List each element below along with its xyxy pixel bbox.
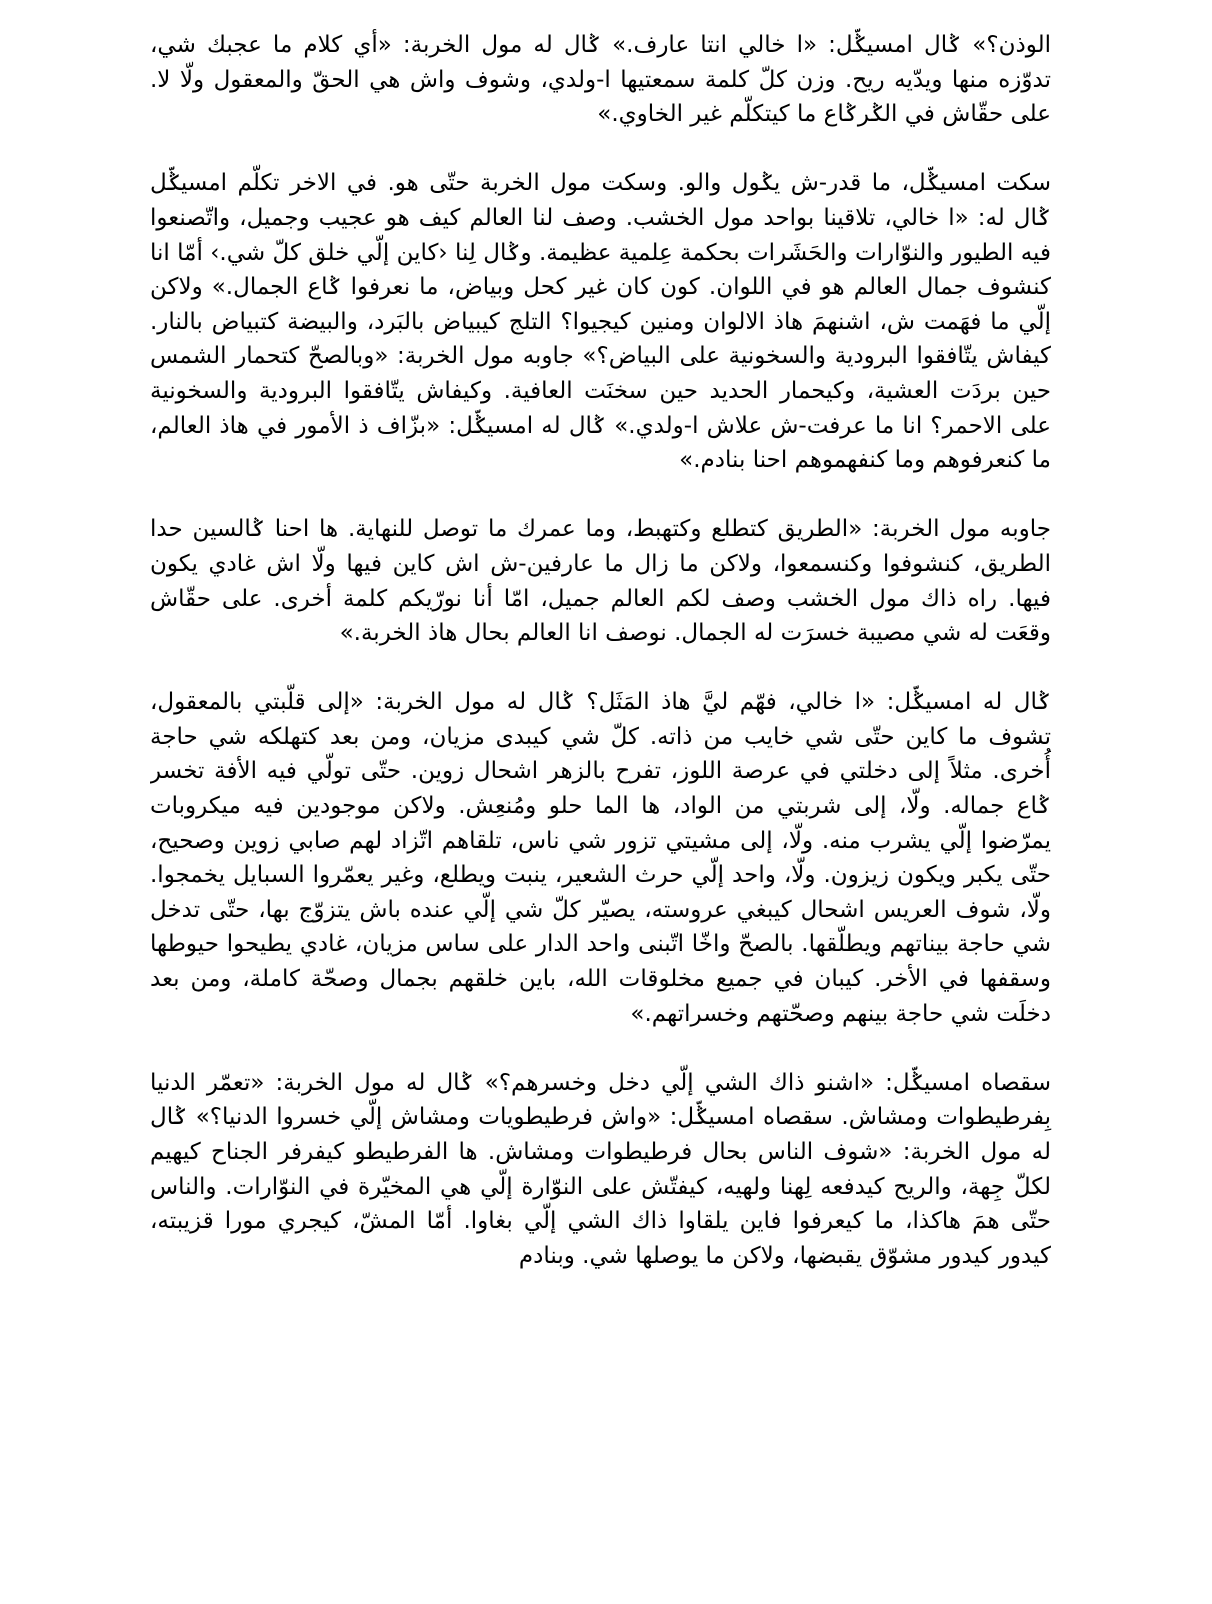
paragraph: سكت امسيݣّل، ما قدر-ش يݣول والو. وسكت مول الخربة حتّى هو. في الاخر تكلّم امسيݣّل ݣال له: «ا خالي، تلاقينا بواحد مول الخشب. وصف لنا العالم كيف هو عجيب وجميل، واتّصنعوا فيه الطيور والنوّارات والحَشَرات بحكمة عِلمية عظيمة. وݣال لِنا ‹كاين إلّي خلق كلّ شي.› أمّا انا كنشوف جمال العالم هو في اللوان. كون كان غير كحل وبياض، ما نعرفوا ݣاع الجمال.» ولاكن إلّي ما فهَمت ش، اشنهمَ هاذ الالوان ومنين كيجيوا؟ التلج كيبياض بالبَرد، والبيضة كتبياض بالنار. كيفاش يتّافقوا البرودية والسخونية على البياض؟» جاوبه مول الخربة: «وبالصحّ كتحمار الشمس حين بردَت العشية، وكيحمار الحديد حين سخنَت العافية. وكيفاش يتّافقوا البرودية والسخونية على الاحمر؟ انا ما عرفت-ش علاش ا-ولدي.» ݣال له امسيݣّل: «بزّاف ذ الأمور في هاذ العالم، ما كنعرفوهم وما كنفهموهم احنا بنادم.» <box>150 170 1051 474</box>
paragraph: الوذن؟» ݣال امسيݣّل: «ا خالي انتا عارف.» ݣال له مول الخربة: «أي كلام ما عجبك شي، تدوّزه منها ويدّيه ريح. وزن كلّ كلمة سمعتيها ا-ولدي، وشوف واش هي الحقّ والمعقول ولّا لا. على حقّاش في الݣرݣاع ما كيتكلّم غير الخاوي.» <box>150 32 1051 128</box>
paragraph: ݣال له امسيݣّل: «ا خالي، فهّم ليَّ هاذ المَثَل؟ ݣال له مول الخربة: «إلى قلّبتي بالمعقول، تشوف ما كاين حتّى شي خايب من ذاته. كلّ شي كيبدى مزيان، ومن بعد كتهلكه شي حاجة أُخرى. مثلاً إلى دخلتي في عرصة اللوز، تفرح بالزهر اشحال زوين. حتّى تولّي فيه الأفة تخسر ݣاع جماله. ولّا، إلى شربتي من الواد، ها الما حلو ومُنعِش. ولاكن موجودين فيه ميكروبات يمرّضوا إلّي يشرب منه. ولّا، إلى مشيتي تزور شي ناس، تلقاهم اتّزاد لهم صابي زوين وصحيح، حتّى يكبر ويكون زيزون. ولّا، واحد إلّي حرث الشعير، ينبت ويطلع، وغير يعمّروا السبايل يخمجوا. ولّا، شوف العريس اشحال كيبغي عروسته، يصيّر كلّ شي إلّي عنده باش يتزوّج بها، حتّى تدخل شي حاجة بيناتهم ويطلّقها. بالصحّ واخّا اتّبنى واحد الدار على ساس مزيان، غادي يطيحوا حيوطها وسقفها في الأخر. كيبان في جميع مخلوقات الله، باين خلقهم بجمال وصحّة كاملة، ومن بعد دخلَت شي حاجة بينهم وصحّتهم وخسراتهم.» <box>150 689 1051 1027</box>
paragraph: جاوبه مول الخربة: «الطريق كتطلع وكتهبط، وما عمرك ما توصل للنهاية. ها احنا ݣالسين حدا الطريق، كنشوفوا وكنسمعوا، ولاكن ما زال ما عارفين-ش اش كاين فيها ولّا اش غادي يكون فيها. راه ذاك مول الخشب وصف لكم العالم جميل، امّا أنا نورّيكم كلمة أخرى. على حقّاش وقعَت له شي مصيبة خسرَت له الجمال. نوصف انا العالم بحال هاذ الخربة.» <box>150 516 1051 647</box>
paragraph: سقصاه امسيݣّل: «اشنو ذاك الشي إلّي دخل وخسرهم؟» ݣال له مول الخربة: «تعمّر الدنيا بِفرطيطوات ومشاش. سقصاه امسيݣّل: «واش فرطيطويات ومشاش إلّي خسروا الدنيا؟» ݣال له مول الخربة: «شوف الناس بحال فرطيطوات ومشاش. ها الفرطيطو كيفرفر الجناح كيهيم لكلّ جِهة، والريح كيدفعه لِهنا ولهيه، كيفتّش على النوّارة إلّي هي المخيّرة في النوّارات. والناس حتّى همَ هاكذا، ما كيعرفوا فاين يلقاوا ذاك الشي إلّي بغاوا. أمّا المشّ، كيجري مورا قزيبته، كيدور كيدور مشوّق يقبضها، ولاكن ما يوصلها شي. وبنادم <box>150 1069 1051 1269</box>
document-page <box>150 28 1053 1598</box>
